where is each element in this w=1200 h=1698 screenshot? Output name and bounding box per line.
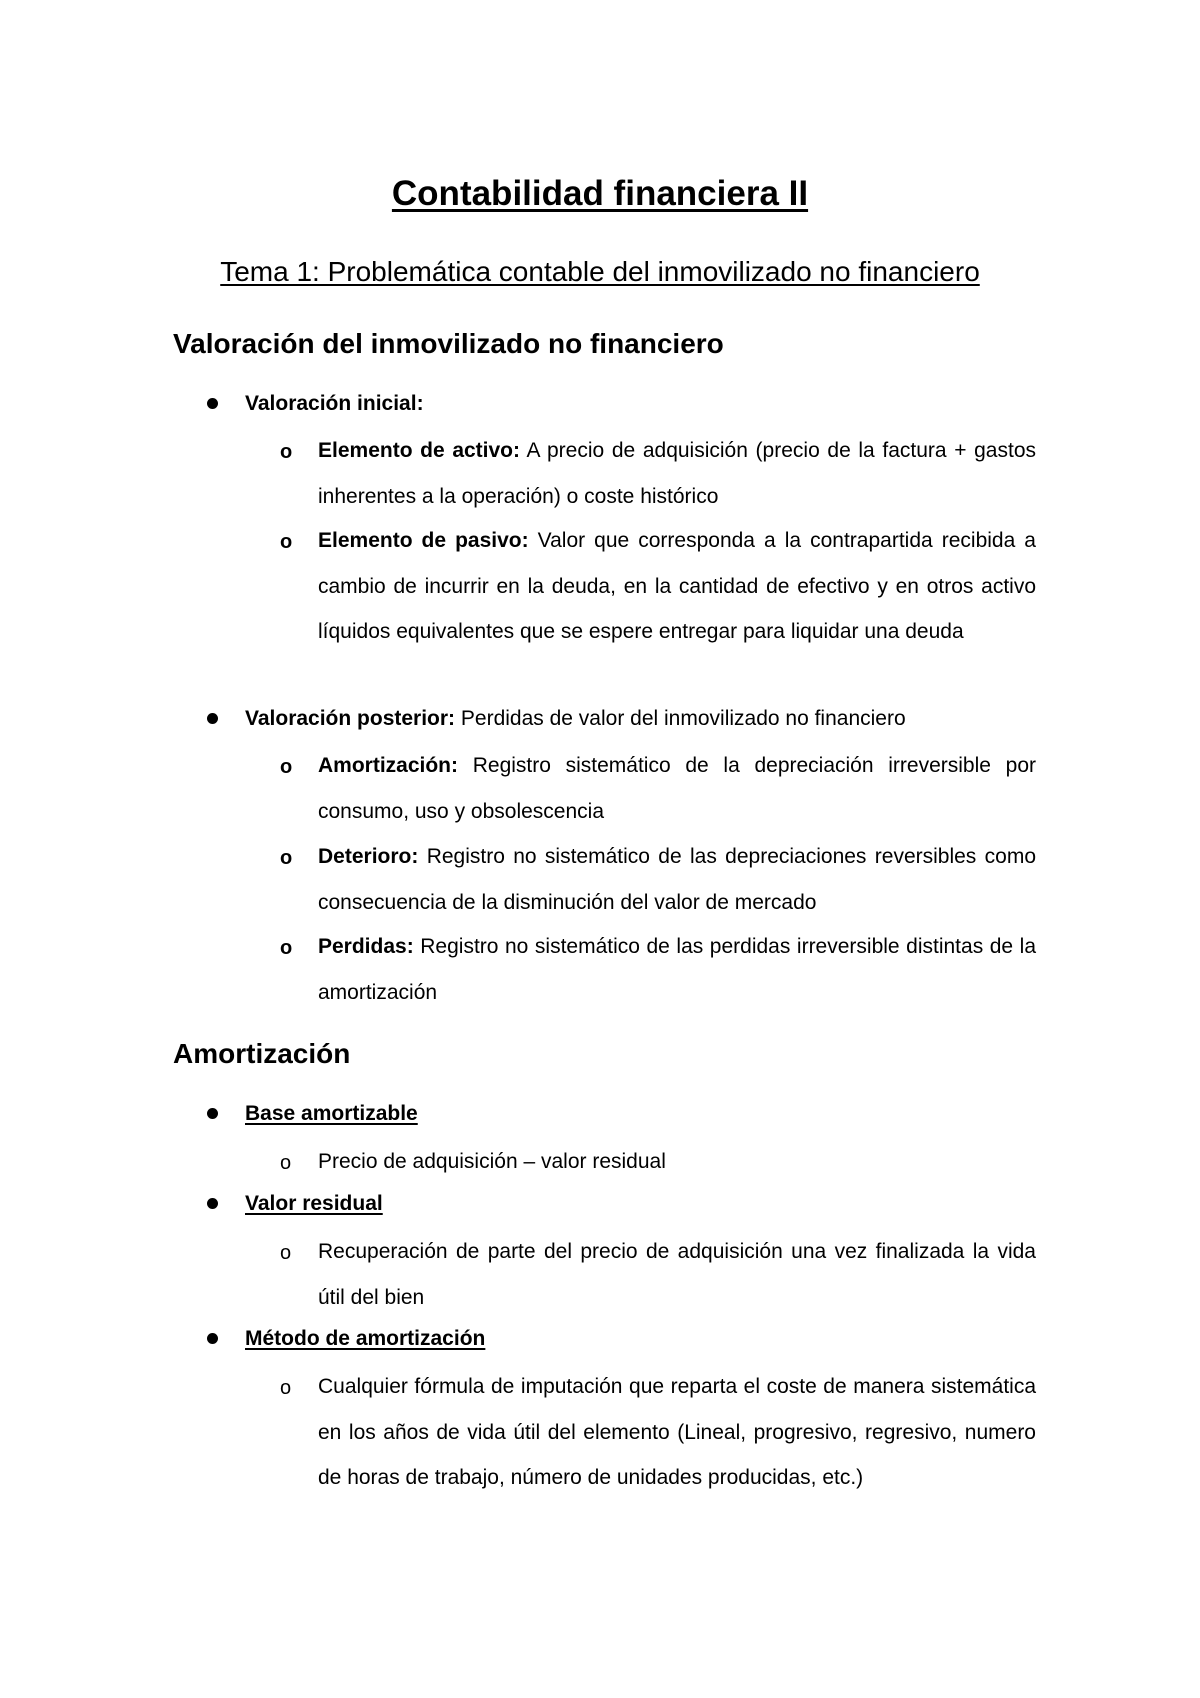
list-item-valoracion-inicial	[245, 389, 424, 419]
sublist-item-valor-residual: Recuperación de parte del precio de adquisición una vez finalizada la vida útil del bien	[318, 1240, 1036, 1309]
sublist-item-label: Perdidas:	[318, 935, 414, 958]
circle-bullet-icon: o	[280, 847, 293, 869]
circle-bullet-icon: o	[280, 1377, 292, 1399]
sublist-item-text: Valor que corresponda a la contrapartida recibida a cambio de incurrir en la deuda, en la cantidad de efectivo y en otros activo líquidos equivalentes que se espere entregar para liquidar una deuda	[318, 529, 1036, 643]
sublist-item-elemento-pasivo	[318, 518, 1036, 655]
circle-bullet-icon: o	[280, 756, 293, 778]
list-item-metodo-amortizacion	[245, 1324, 485, 1354]
list-item-base-amortizable	[245, 1099, 418, 1129]
sublist-item-elemento-activo	[318, 428, 1036, 519]
document-subtitle: Tema 1: Problemática contable del inmovilizado no financiero	[220, 256, 980, 287]
circle-bullet-icon: o	[280, 531, 293, 553]
sublist-item-metodo-amortizacion: Cualquier fórmula de imputación que reparta el coste de manera sistemática en los años de vida útil del elemento (Lineal, progresivo, regresivo, numero de horas de trabajo, número de unidades producidas, etc.)	[318, 1375, 1036, 1489]
bullet-icon	[207, 1333, 218, 1344]
bullet-icon	[207, 1198, 218, 1209]
bullet-icon	[207, 398, 218, 409]
sublist-item-text: A precio de adquisición (precio de la factura + gastos inherentes a la operación) o coste histórico	[318, 439, 1037, 508]
bullet-icon	[207, 1108, 218, 1119]
sublist-item-text: Registro no sistemático de las perdidas irreversible distintas de la amortización	[318, 935, 1036, 1004]
sublist-item-text: Registro sistemático de la depreciación irreversible por consumo, uso y obsolescencia	[318, 754, 1036, 823]
sublist-item-label: Elemento de pasivo:	[318, 529, 529, 552]
section-heading-amortizacion: Amortización	[173, 1038, 351, 1069]
list-item-valoracion-posterior	[245, 704, 906, 734]
sublist-item-text: Registro no sistemático de las depreciaciones reversibles como consecuencia de la disminución del valor de mercado	[318, 845, 1036, 914]
sublist-item-label: Amortización:	[318, 754, 459, 777]
circle-bullet-icon: o	[280, 937, 293, 959]
circle-bullet-icon: o	[280, 1152, 292, 1174]
list-item-label: Valoración posterior:	[245, 707, 456, 730]
list-item-label: Valor residual	[245, 1192, 383, 1215]
circle-bullet-icon: o	[280, 1242, 292, 1264]
document-title: Contabilidad financiera II	[391, 174, 809, 213]
sublist-item-base-amortizable: Precio de adquisición – valor residual	[318, 1150, 666, 1173]
sublist-item-label: Elemento de activo:	[318, 439, 521, 462]
list-item-text: Perdidas de valor del inmovilizado no financiero	[455, 707, 906, 730]
list-item-label: Valoración inicial:	[245, 392, 424, 415]
list-item-label: Método de amortización	[245, 1327, 486, 1350]
sublist-item-deterioro	[318, 834, 1036, 925]
list-item-valor-residual	[245, 1189, 383, 1219]
sublist-item-amortizacion	[318, 743, 1036, 834]
list-item-label: Base amortizable	[245, 1102, 418, 1125]
bullet-icon	[207, 713, 218, 724]
section-heading-valoracion: Valoración del inmovilizado no financiero	[173, 328, 724, 359]
sublist-item-label: Deterioro:	[318, 845, 419, 868]
sublist-item-perdidas	[318, 924, 1036, 1015]
circle-bullet-icon: o	[280, 441, 293, 463]
